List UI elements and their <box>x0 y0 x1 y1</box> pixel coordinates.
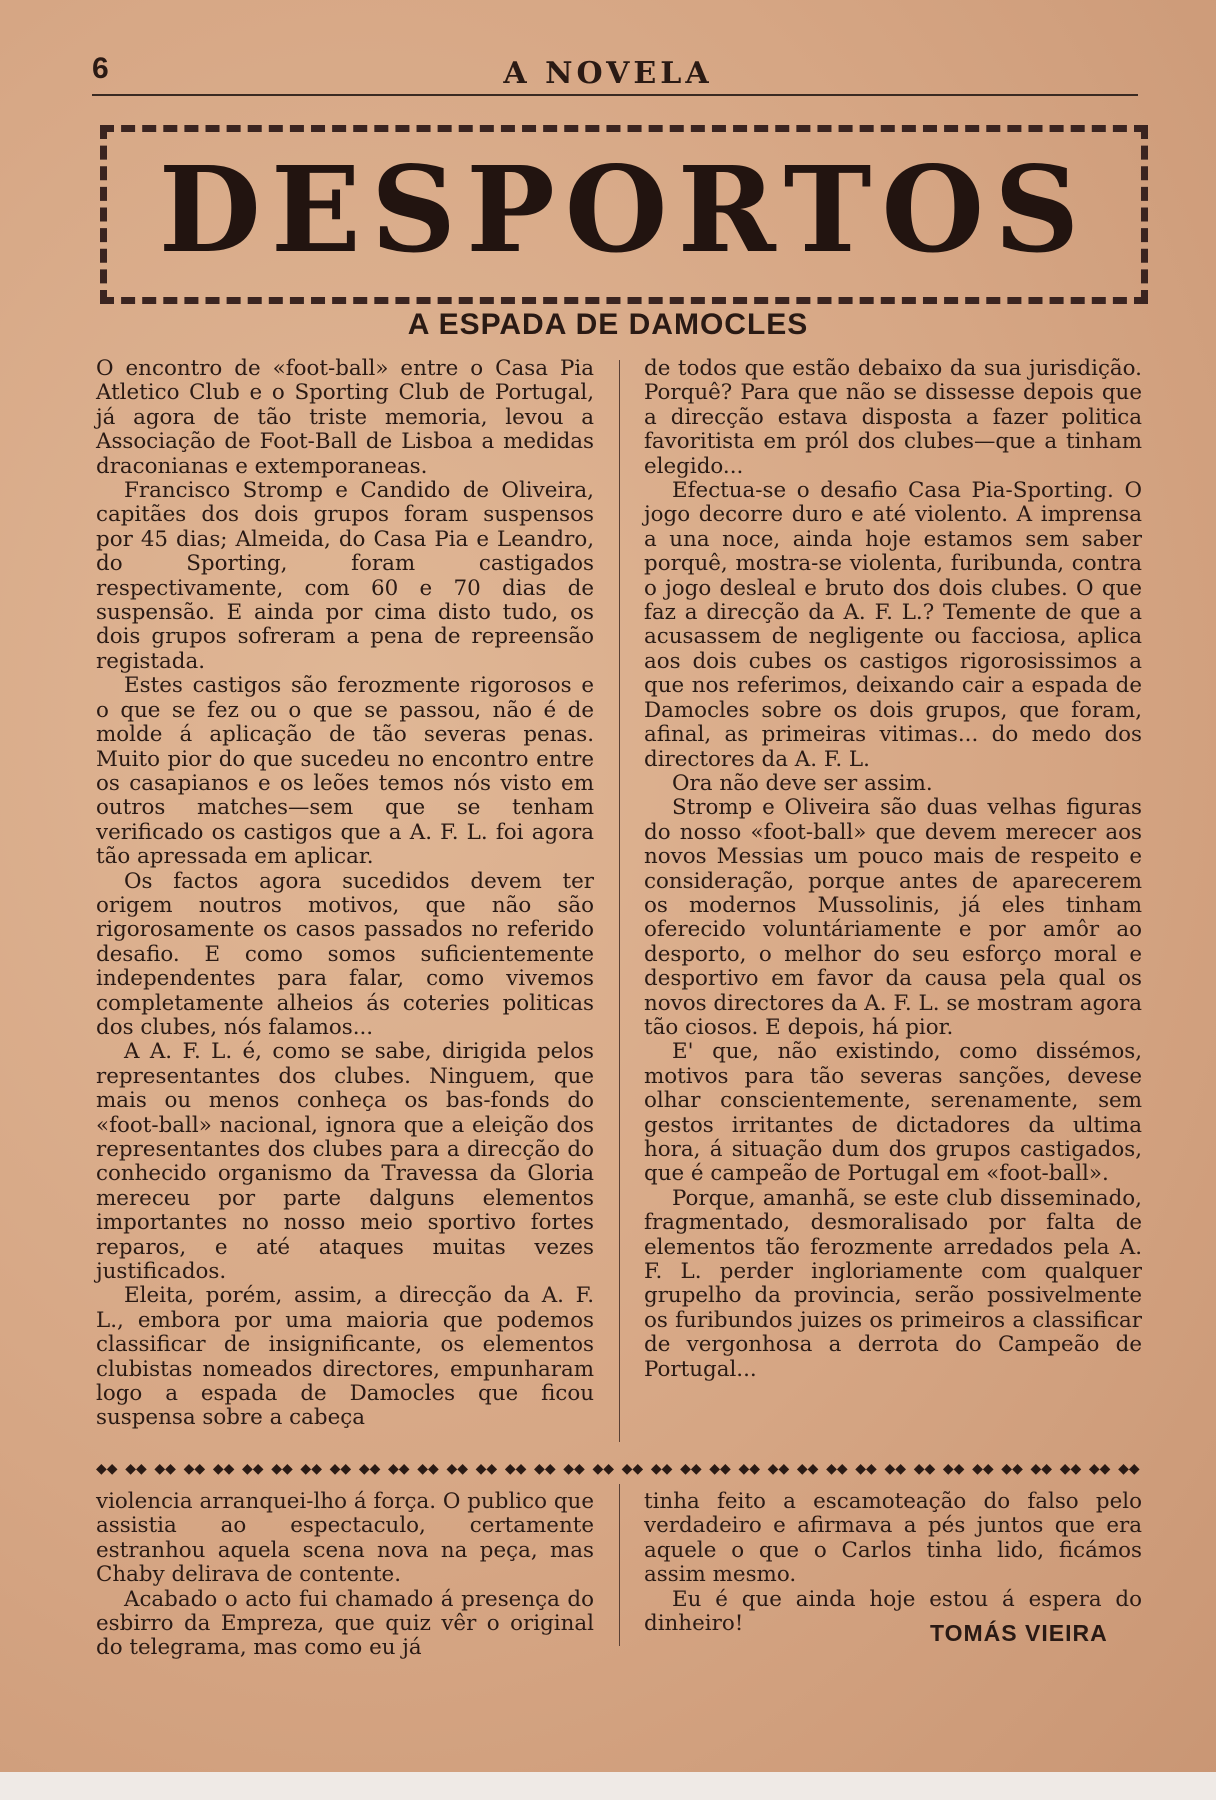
paragraph: Efectua-se o desafio Casa Pia-Sporting. O jogo decorre duro e até violento. A imprensa a una noce, ainda hoje estamos sem saber porquê, mostra-se violenta, furibunda, contra o jogo desleal e bruto dos dois clubes. O que faz a direcção da A. F. L.? Temente de que a acusassem de negligente ou facciosa, aplica aos dois cubes os castigos rigorosissimos a que nos referimos, deixando cair a espada de Damocles sobre os dois grupos, que foram, afinal, as primeiras vitimas... do medo dos directores da A. F. L. <box>644 478 1142 772</box>
paragraph: violencia arranquei-lho á força. O publico que assistia ao espectaculo, certamente estranhou aquela scena nova na peça, mas Chaby delirava de contente. <box>96 1489 594 1588</box>
ornament-glyph: ◆◆ <box>972 1461 994 1477</box>
ornament-glyph: ◆◆ <box>300 1461 322 1477</box>
paragraph: Stromp e Oliveira são duas velhas figuras do nosso «foot-ball» que devem merecer aos novos Messias um pouco mais de respeito e consideração, porque antes de aparecerem os modernos Mussolinis, já eles tinham oferecido voluntáriamente e por amôr ao desporto, o melhor do seu esforço moral e desportivo em favor da causa pela qual os novos directores da A. F. L. se mostram agora tão ciosos. E depois, há pior. <box>644 795 1142 1040</box>
ornament-glyph: ◆◆ <box>125 1461 147 1477</box>
ornament-glyph: ◆◆ <box>1001 1461 1023 1477</box>
ornament-glyph: ◆◆ <box>358 1461 381 1477</box>
ornament-glyph: ◆◆ <box>796 1461 819 1477</box>
story-column-left <box>96 1490 594 1661</box>
ornament-glyph: ◆◆ <box>592 1461 614 1477</box>
ornament-glyph: ◆◆ <box>650 1461 673 1477</box>
ornament-glyph: ◆◆ <box>826 1461 848 1477</box>
ornament-glyph: ◆◆ <box>417 1461 439 1477</box>
ornament-glyph: ◆◆ <box>738 1461 761 1477</box>
ornament-glyph: ◆◆ <box>1059 1461 1082 1477</box>
scan-margin <box>0 1772 1216 1800</box>
ornament-glyph: ◆◆ <box>884 1461 907 1477</box>
page-number: 6 <box>92 52 109 85</box>
paragraph: Eu é que ainda hoje estou á espera do dinheiro! <box>644 1586 1142 1637</box>
paragraph: Acabado o acto fui chamado á presença do esbirro da Empreza, que quiz vêr o original do telegrama, mas como eu já <box>96 1586 594 1661</box>
ornament-glyph: ◆◆ <box>504 1461 527 1477</box>
paragraph: E' que, não existindo, como dissémos, motivos para tão severas sanções, devese olhar conscientemente, serenamente, sem gestos irritantes de dictadores da ultima hora, á situação dum dos grupos castigados, que é campeão de Portugal em «foot-ball». <box>644 1039 1142 1187</box>
ornament-glyph: ◆◆ <box>329 1461 352 1477</box>
paragraph: Porque, amanhã, se este club disseminado, fragmentado, desmoralisado por falta de elementos tão ferozmente arredados pela A. F. L. perder ingloriamente com qualquer grupelho da provincia, serão possivelmente os furibundos juizes os primeiros a classificar de vergonhosa a derrota do Campeão de Portugal... <box>644 1185 1142 1382</box>
ornament-glyph: ◆◆ <box>212 1461 235 1477</box>
ornament-glyph: ◆◆ <box>475 1461 498 1477</box>
ornament-glyph: ◆◆ <box>1030 1461 1053 1477</box>
ornament-glyph: ◆◆ <box>183 1461 206 1477</box>
ornament-glyph: ◆◆ <box>388 1461 410 1477</box>
ornament-glyph: ◆◆ <box>767 1461 790 1477</box>
paragraph: tinha feito a escamoteação do falso pelo verdadeiro e afirmava a pés juntos que era aquele o que o Carlos tinha lido, ficámos assim mesmo. <box>644 1489 1142 1588</box>
author-signature: TOMÁS VIEIRA <box>930 1620 1108 1646</box>
article-column-right <box>644 357 1142 1382</box>
ornament-glyph: ◆◆ <box>709 1461 731 1477</box>
paragraph: Eleita, porém, assim, a direcção da A. F. L., embora por uma maioria que podemos classificar de insignificante, os elementos clubistas nomeados directores, empunharam logo a espada de Damocles que ficou suspensa sobre a cabeça <box>96 1283 594 1431</box>
section-title: DESPORTOS <box>158 140 1090 279</box>
ornament-glyph: ◆◆ <box>271 1461 293 1477</box>
ornament-glyph: ◆◆ <box>1118 1461 1140 1477</box>
paragraph: Ora não deve ser assim. <box>672 770 933 796</box>
ornament-glyph: ◆◆ <box>96 1461 118 1477</box>
paragraph: de todos que estão debaixo da sua jurisdição. Porquê? Para que não se dissesse depois que a direcção estava disposta a fazer politica favoritista em pról dos clubes—que a tinham elegido... <box>644 356 1142 479</box>
article-title: A ESPADA DE DAMOCLES <box>407 308 809 341</box>
paragraph: O encontro de «foot-ball» entre o Casa Pia Atletico Club e o Sporting Club de Portugal, já agora de tão triste memoria, levou a Associação de Foot-Ball de Lisboa a medidas draconianas e extemporaneas. <box>96 356 594 479</box>
paragraph: Francisco Stromp e Candido de Oliveira, capitães dos dois grupos foram suspensos por 45 dias; Almeida, do Casa Pia e Leandro, do Sporting, foram castigados respectivamente, com 60 e 70 dias de suspensão. E ainda por cima disto tudo, os dois grupos sofreram a pena de repreensão registada. <box>96 478 594 674</box>
paragraph: Estes castigos são ferozmente rigorosos e o que se fez ou o que se passou, não é de molde á aplicação de tão severas penas. Muito pior do que sucedeu no encontro entre os casapianos e os leões temos nós visto em outros matches—sem que se tenham verificado os castigos que a A. F. L. foi agora tão apressada em aplicar. <box>96 673 594 870</box>
ornament-glyph: ◆◆ <box>154 1461 176 1477</box>
paragraph: A A. F. L. é, como se sabe, dirigida pelos representantes dos clubes. Ninguem, que mais ou menos conheça os bas-fonds do «foot-ball» nacional, ignora que a eleição dos representantes dos clubes para a direcção do conhecido organismo da Travessa da Gloria mereceu por parte dalguns elementos importantes no nosso meio sportivo fortes reparos, e até ataques muitas vezes justificados. <box>96 1039 594 1285</box>
ornament-glyph: ◆◆ <box>446 1461 468 1477</box>
column-divider <box>619 1484 620 1646</box>
ornament-glyph: ◆◆ <box>942 1461 965 1477</box>
ornament-glyph: ◆◆ <box>1088 1461 1111 1477</box>
ornament-glyph: ◆◆ <box>563 1461 585 1477</box>
paragraph: Os factos agora sucedidos devem ter origem noutros motivos, que não são rigorosamente os casos passados no referido desafio. E como somos suficientemente independentes para falar, como vivemos completamente alheios ás coteries politicas dos clubes, nós falamos... <box>96 868 594 1040</box>
ornament-glyph: ◆◆ <box>534 1461 556 1477</box>
header-rule <box>92 94 1138 96</box>
ornamental-divider <box>96 1458 1140 1480</box>
article-column-left <box>96 357 594 1431</box>
ornament-glyph: ◆◆ <box>855 1461 877 1477</box>
ornament-glyph: ◆◆ <box>913 1461 936 1477</box>
story-column-right <box>644 1490 1142 1636</box>
ornament-glyph: ◆◆ <box>680 1461 702 1477</box>
ornament-glyph: ◆◆ <box>242 1461 264 1477</box>
column-divider <box>619 360 620 1442</box>
ornament-glyph: ◆◆ <box>621 1461 644 1477</box>
masthead: A NOVELA <box>503 56 713 91</box>
